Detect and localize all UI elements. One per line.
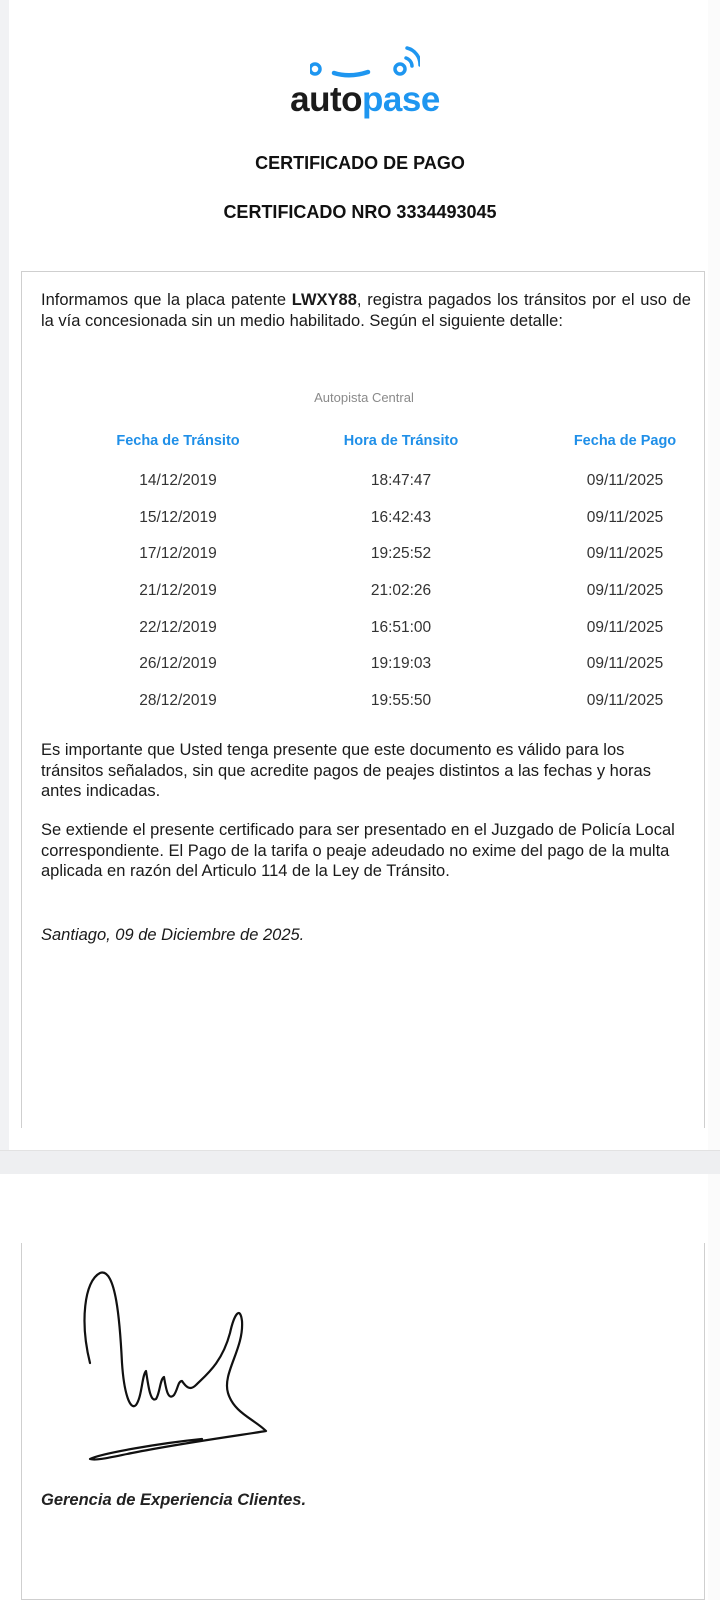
transit-date: 26/12/2019 bbox=[139, 655, 217, 673]
transit-time: 19:55:50 bbox=[370, 692, 432, 710]
table-row bbox=[22, 578, 706, 615]
payment-date: 09/11/2025 bbox=[586, 692, 664, 710]
table-row bbox=[22, 468, 706, 505]
transit-time: 19:25:52 bbox=[370, 545, 432, 563]
transit-table bbox=[22, 468, 706, 725]
transit-date: 28/12/2019 bbox=[139, 692, 217, 710]
transit-time: 19:19:03 bbox=[370, 655, 432, 673]
certificate-number: CERTIFICADO NRO 3334493045 bbox=[223, 202, 497, 222]
transit-time: 18:47:47 bbox=[370, 472, 432, 489]
transit-time: 16:42:43 bbox=[370, 508, 432, 526]
autopase-logo bbox=[280, 38, 450, 122]
highway-name: Autopista Central bbox=[314, 390, 414, 405]
table-row bbox=[22, 615, 706, 652]
table-row bbox=[22, 651, 706, 688]
transit-date: 14/12/2019 bbox=[139, 472, 217, 489]
payment-date: 09/11/2025 bbox=[586, 655, 664, 673]
page-edge-left bbox=[0, 0, 9, 1173]
transit-date: 22/12/2019 bbox=[139, 618, 217, 636]
intro-paragraph: Informamos que la placa patente LWXY88, registra pagados los tránsitos por el uso de la vía concesionada sin un medio habilitado. Según el siguiente detalle: bbox=[41, 291, 691, 330]
payment-date: 09/11/2025 bbox=[586, 618, 664, 636]
transit-time: 21:02:26 bbox=[370, 582, 432, 600]
autopase-wordmark: autopase bbox=[290, 80, 440, 119]
table-row bbox=[22, 688, 706, 725]
payment-date: 09/11/2025 bbox=[586, 472, 664, 489]
transit-date: 15/12/2019 bbox=[139, 508, 217, 526]
validity-paragraph: Es importante que Usted tenga presente que este documento es válido para los tránsitos señalados, sin que acredite pagos de peajes distintos a las fechas y horas antes indicadas. bbox=[41, 741, 651, 800]
certificate-body-card bbox=[21, 271, 705, 1128]
payment-date: 09/11/2025 bbox=[586, 508, 664, 526]
certificate-title: CERTIFICADO DE PAGO bbox=[255, 153, 465, 173]
autopase-wave-icon bbox=[310, 38, 420, 86]
purpose-paragraph: Se extiende el presente certificado para ser presentado en el Juzgado de Policía Local correspondiente. El Pago de la tarifa o peaje adeudado no exime del pago de la multa aplicada en razón del Articulo 114 de la Ley de Tránsito. bbox=[41, 821, 675, 880]
payment-date: 09/11/2025 bbox=[586, 545, 664, 563]
header-transit-date: Fecha de Tránsito bbox=[116, 433, 240, 449]
header-transit-time: Hora de Tránsito bbox=[343, 433, 459, 449]
payment-date: 09/11/2025 bbox=[586, 582, 664, 600]
header-payment-date: Fecha de Pago bbox=[573, 433, 677, 449]
transit-time: 16:51:00 bbox=[370, 618, 432, 636]
signature-card bbox=[21, 1243, 705, 1600]
signer-name: Gerencia de Experiencia Clientes. bbox=[41, 1491, 307, 1509]
plate-number: LWXY88 bbox=[291, 291, 357, 309]
table-row bbox=[22, 541, 706, 578]
issue-date: Santiago, 09 de Diciembre de 2025. bbox=[41, 926, 305, 944]
handwritten-signature bbox=[72, 1263, 272, 1463]
transit-date: 17/12/2019 bbox=[139, 545, 217, 563]
transit-date: 21/12/2019 bbox=[139, 582, 217, 600]
page-break bbox=[0, 1150, 720, 1174]
table-row bbox=[22, 505, 706, 542]
page-edge-right bbox=[708, 0, 720, 1600]
